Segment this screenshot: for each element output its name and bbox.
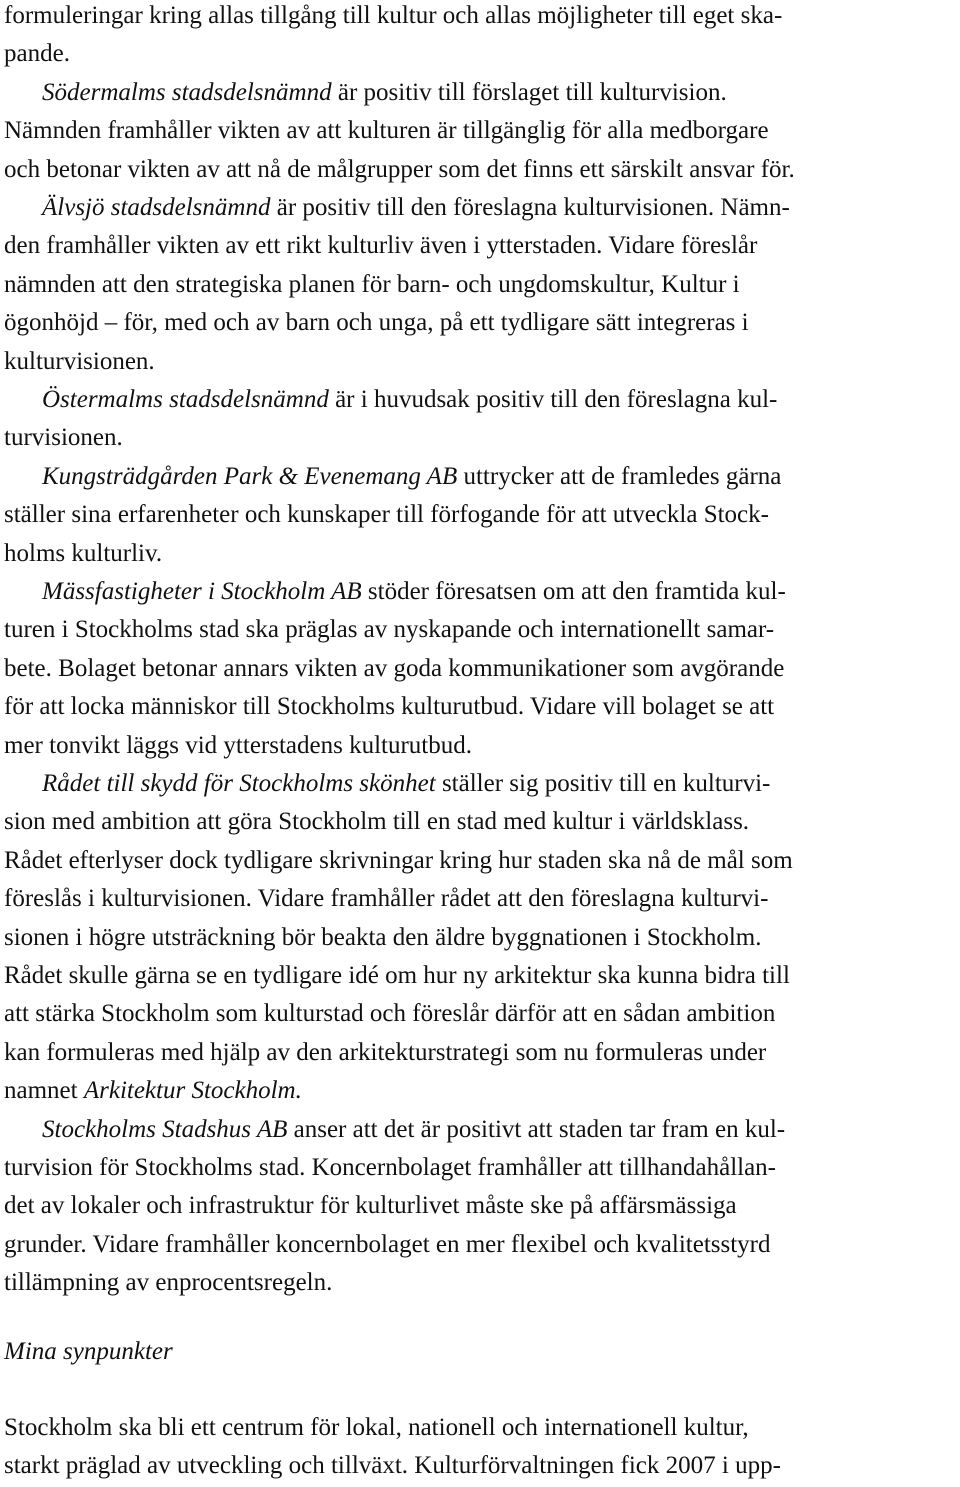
text-segment: sion med ambition att göra Stockholm till en stad med kultur i världsklass.: [4, 808, 750, 836]
italic-phrase: Älvsjö stadsdelsnämnd: [42, 194, 271, 221]
text-line: [42, 385, 777, 414]
text-segment: Stockholm ska bli ett centrum för lokal, nationell och internationell kultur,: [4, 1414, 749, 1441]
text-segment: är positiv till den föreslagna kulturvisionen. Nämn-: [270, 194, 790, 221]
text-line: [42, 1115, 785, 1144]
text-line: [4, 654, 784, 683]
text-line: [4, 1076, 302, 1105]
text-line: [4, 1451, 781, 1480]
italic-phrase: Södermalms stadsdelsnämnd: [42, 78, 332, 106]
text-segment: är i huvudsak positiv till den föreslagna kul-: [328, 386, 778, 413]
text-line: [4, 615, 774, 644]
text-line: [4, 731, 472, 760]
text-line: [4, 1, 782, 30]
text-segment: det av lokaler och infrastruktur för kulturlivet måste ske på affärsmässiga: [4, 1192, 737, 1220]
text-segment: för att locka människor till Stockholms kulturutbud. Vidare vill bolaget se att: [4, 693, 775, 721]
text-line: [42, 462, 781, 491]
text-segment: bete. Bolaget betonar annars vikten av goda kommunikationer som avgörande: [4, 654, 785, 682]
text-line: [4, 807, 749, 836]
italic-phrase: Mässfastigheter i Stockholm AB: [42, 578, 362, 605]
text-line: [4, 308, 749, 337]
text-segment: den framhåller vikten av ett rikt kulturliv även i ytterstaden. Vidare föreslår: [4, 232, 758, 260]
text-segment: turvision för Stockholms stad. Koncernbolaget framhåller att tillhandahållan-: [4, 1154, 777, 1181]
text-line: [4, 423, 123, 452]
text-segment: och betonar vikten av att nå de målgrupper som det finns ett särskilt ansvar för.: [4, 155, 795, 183]
text-segment: pande.: [4, 40, 70, 68]
text-line: [4, 999, 775, 1028]
italic-phrase: Östermalms stadsdelsnämnd: [42, 386, 329, 413]
text-line: [4, 692, 774, 721]
text-line: [4, 1413, 749, 1442]
text-segment: är positiv till förslaget till kulturvision.: [331, 78, 727, 106]
text-segment: turvisionen.: [4, 424, 123, 452]
text-line: [4, 1153, 776, 1182]
text-segment: Rådet skulle gärna se en tydligare idé om hur ny arkitektur ska kunna bidra till: [4, 962, 790, 989]
italic-phrase: Arkitektur Stockholm.: [83, 1077, 302, 1105]
text-segment: holms kulturliv.: [4, 539, 163, 567]
text-line: [42, 78, 727, 107]
text-line: [4, 846, 793, 875]
text-segment: stöder föresatsen om att den framtida kul-: [361, 578, 786, 605]
text-segment: mer tonvikt läggs vid ytterstadens kulturutbud.: [4, 731, 472, 759]
text-segment: kulturvisionen.: [4, 347, 155, 375]
text-segment: Nämnden framhåller vikten av att kulturen är tillgänglig för alla medborgare: [4, 117, 769, 145]
text-line: [4, 155, 795, 184]
text-segment: sionen i högre utsträckning bör beakta den äldre byggnationen i Stockholm.: [4, 923, 762, 951]
text-segment: ögonhöjd – för, med och av barn och unga, på ett tydligare sätt integreras i: [4, 309, 749, 337]
text-segment: kan formuleras med hjälp av den arkitekturstrategi som nu formuleras under: [4, 1038, 767, 1066]
italic-phrase: Rådet till skydd för Stockholms skönhet: [42, 770, 436, 797]
text-line: [4, 347, 155, 376]
text-line: [4, 116, 769, 145]
text-line: [4, 1230, 771, 1259]
text-segment: turen i Stockholms stad ska präglas av nyskapande och internationellt samar-: [4, 616, 775, 644]
text-segment: att stärka Stockholm som kulturstad och föreslår därför att en sådan ambition: [4, 1000, 776, 1028]
italic-phrase: Kungsträdgården Park & Evenemang AB: [42, 462, 458, 490]
text-segment: grunder. Vidare framhåller koncernbolaget en mer flexibel och kvalitetsstyrd: [4, 1230, 771, 1258]
text-line: [42, 193, 790, 222]
text-segment: ställer sina erfarenheter och kunskaper till förfogande för att utveckla Stock-: [4, 501, 769, 529]
section-heading: Mina synpunkter: [4, 1338, 173, 1365]
text-line: [4, 1038, 766, 1067]
text-line: [4, 500, 769, 529]
text-segment: tillämpning av enprocentsregeln.: [4, 1269, 333, 1297]
text-segment: namnet: [4, 1077, 84, 1105]
text-segment: ställer sig positiv till en kulturvi-: [435, 770, 771, 797]
text-segment: starkt präglad av utveckling och tillväxt. Kulturförvaltningen fick 2007 i upp-: [4, 1452, 781, 1480]
text-line: [4, 1191, 737, 1220]
text-line: [4, 961, 790, 990]
text-segment: Rådet efterlyser dock tydligare skrivningar kring hur staden ska nå de mål som: [4, 846, 793, 874]
text-line: [4, 923, 761, 952]
text-line: [42, 577, 786, 606]
italic-phrase: Stockholms Stadshus AB: [42, 1115, 288, 1143]
text-line: [4, 539, 162, 568]
text-line: [42, 769, 770, 798]
text-segment: anser att det är positivt att staden tar fram en kul-: [287, 1115, 786, 1143]
text-line: [4, 39, 70, 68]
text-line: [4, 884, 768, 913]
text-line: [4, 231, 757, 260]
text-segment: föreslås i kulturvisionen. Vidare framhåller rådet att den föreslagna kulturvi-: [4, 885, 769, 913]
text-segment: nämnden att den strategiska planen för barn- och ungdomskultur, Kultur i: [4, 270, 740, 298]
text-line: [4, 270, 740, 299]
text-line: [4, 1268, 332, 1297]
text-segment: formuleringar kring allas tillgång till kultur och allas möjligheter till eget ska-: [4, 2, 783, 29]
text-segment: uttrycker att de framledes gärna: [457, 462, 782, 490]
